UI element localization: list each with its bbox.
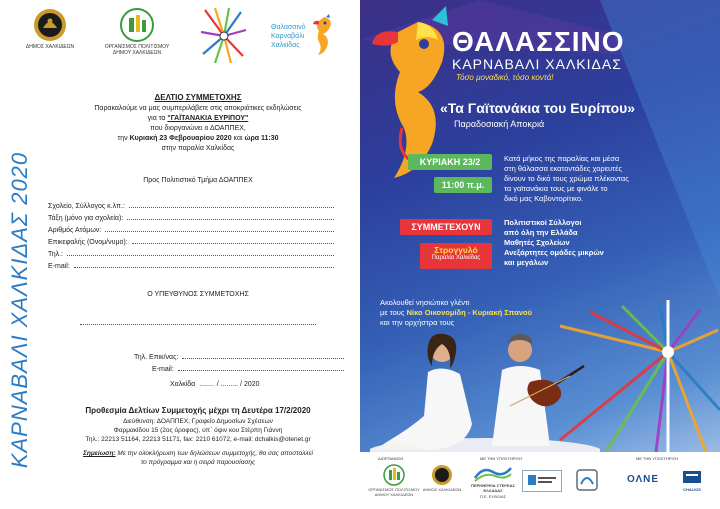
carnival-poster-panel [360, 0, 720, 509]
event-date: Κυριακή 23 Φεβρουαρίου 2020 [129, 135, 232, 142]
form-intro-1: Παρακαλούμε να μας συμπεριλάβετε στις αποκριάτικες εκδηλώσεις [94, 105, 302, 112]
municipality-small-icon [431, 464, 453, 486]
sponsor-chalkis-logo: CHALKIS [672, 468, 712, 492]
carnival-logo-text: Θαλασσινό Καρναβάλι Χαλκίδας [271, 23, 306, 49]
participants-badge: ΣΥΜΜΕΤΕΧΟΥΝ [400, 219, 492, 235]
form-fields [44, 198, 334, 270]
sponsor-opdx-logo: ΟΡΓΑΝΙΣΜΟΣ ΠΟΛΙΤΙΣΜΟΥ ΔΗΜΟΥ ΧΑΛΚΙΔΕΩΝ [368, 464, 420, 497]
support-caption: ΜΕ ΤΗΝ ΥΠΟΣΤΗΡΙΞΗ [480, 456, 523, 461]
organizers-caption: ΔΙΟΡΓΑΝΩΣΗ [378, 456, 404, 461]
responsible-fields [44, 349, 344, 388]
date-badge: ΚΥΡΙΑΚΗ 23/2 [408, 154, 492, 170]
signature-line[interactable] [80, 324, 316, 325]
poster-tagline: Τόσο μοναδικό, τόσο κοντά! [456, 73, 554, 82]
field-school[interactable]: Σχολείο, Σύλλογος κ.λπ.: [48, 198, 334, 210]
field-people-count[interactable]: Αριθμός Ατόμων: [48, 222, 334, 234]
form-intro-5: στην παραλία Χαλκίδας [161, 145, 235, 152]
field-leader-phone[interactable]: Τηλ. Επικ/νας: [134, 349, 344, 361]
field-leader-email[interactable]: E-mail: [134, 361, 344, 373]
sponsor-2-icon [575, 468, 599, 492]
poster-subtitle: ΚΑΡΝΑΒΑΛΙ ΧΑΛΚΙΔΑΣ [452, 56, 622, 72]
sponsor-1-icon [525, 471, 559, 489]
form-title: ΔΕΛΤΙΟ ΣΥΜΜΕΤΟΧΗΣ [154, 93, 242, 102]
location-badge [420, 243, 492, 269]
municipality-caption: ΔΗΜΟΣ ΧΑΛΚΙΔΕΩΝ [25, 44, 75, 50]
address-line-1: Διεύθυνση: ΔΟΑΠΠΕΧ, Γραφείο Δημοσίων Σχέσεων [123, 418, 273, 425]
form-intro-4: την Κυριακή 23 Φεβρουαρίου 2020 και ώρα 11:30 [117, 135, 279, 142]
sponsor-caption: ΜΕ ΤΗΝ ΥΠΟΣΤΗΡΙΞΗ [636, 456, 679, 461]
address-line-2: Φαρμακίδου 15 (2ος όροφος), υπ΄ όψιν κου Στέρπη Γιάννη [113, 427, 283, 434]
participants-list: Πολιτιστικοί Σύλλογοι από όλη την Ελλάδα Μαθητές Σχολείων Ανεξάρτητες ομάδες μικρών και μεγάλων [504, 218, 604, 267]
form-intro-2: για τα "ΓΑΪΤΑΝΑΚΙΑ ΕΥΡΙΠΟΥ" [147, 115, 249, 122]
field-date[interactable]: Χαλκίδα ........ / ......... / 2020 [170, 381, 260, 388]
sponsor-region-logo: ΠΕΡΙΦΕΡΕΙΑ ΣΤΕΡΕΑΣ ΕΛΛΑΔΑΣ Π.Ε. ΕΥΒΟΙΑΣ [470, 464, 516, 499]
location-title: Στρογγυλό [434, 245, 478, 255]
vertical-carnival-title: ΚΑΡΝΑΒΑΛΙ ΧΑΛΚΙΔΑΣ 2020 [7, 151, 33, 469]
deadline: Προθεσμία Δελτίων Συμμετοχής μέχρι τη Δευτέρα 17/2/2020 [85, 406, 311, 415]
form-area [44, 93, 352, 467]
sponsor-municipality-logo: ΔΗΜΟΣ ΧΑΛΚΙΔΕΩΝ [422, 464, 462, 492]
musicians-photo [370, 328, 600, 454]
form-recipient: Προς Πολιτιστικό Τμήμα ΔΟΑΠΠΕΧ [143, 177, 253, 184]
note: Σημείωση: Με την ολοκλήρωση των δηλώσεων συμμετοχής, θα σας αποσταλλεί [83, 450, 313, 457]
field-class[interactable]: Τάξη (μόνο για σχολεία): [48, 210, 334, 222]
event-name: "ΓΑΪΤΑΝΑΚΙΑ ΕΥΡΙΠΟΥ" [167, 115, 249, 122]
ribbons-logo [184, 8, 264, 64]
music-artists: Νίκο Οικονομίδη - Κυριακή Σπανού [406, 308, 532, 317]
left-logos-row [10, 8, 355, 80]
carnival-logo [271, 14, 355, 58]
field-email[interactable]: E-mail: [48, 258, 334, 270]
location-subtitle: Παραλία Χαλκίδας [431, 255, 481, 261]
opdx-caption: ΟΡΓΑΝΙΣΜΟΣ ΠΟΛΙΤΙΣΜΟΥ ΔΗΜΟΥ ΧΑΛΚΙΔΕΩΝ [104, 44, 170, 56]
seahorse-icon [310, 14, 336, 58]
field-leader-name[interactable]: Επικεφαλής (Ονομ/νυμο): [48, 234, 334, 246]
event-description: Κατά μήκος της παραλίας και μέσα στη θάλασσα εκατοντάδες χορευτές δίνουν το δικό τους χρώμα πλέκοντας τα γαϊτανάκια τους με φινάλε το δικό μας Καβοντορίτικο. [504, 154, 629, 203]
sponsor-box-logo-1 [522, 470, 562, 492]
note-line-2: το πρόγραμμα και η σειρά παρουσίασης [140, 459, 256, 466]
form-intro-3: που διοργανώνει ο ΔΟΑΠΠΕΧ, [150, 125, 246, 132]
municipality-seal-icon [33, 8, 67, 42]
poster-main-title: ΘΑΛΑΣΣΙΝΟ [452, 26, 625, 57]
opdx-emblem-icon [120, 8, 154, 42]
event-time: ώρα 11:30 [244, 135, 279, 142]
event-subtitle: Παραδοσιακή Αποκριά [454, 119, 545, 129]
responsible-title: Ο ΥΠΕΥΘΥΝΟΣ ΣΥΜΜΕΤΟΧΗΣ [147, 291, 249, 298]
poster-seahorse-icon [372, 6, 448, 178]
sponsor-strip [360, 452, 720, 509]
sponsor-olne-logo: ΟΛΝΕ [626, 474, 660, 485]
sponsor-logo-2 [570, 468, 604, 492]
region-icon [473, 464, 513, 482]
music-info: Ακολουθεί νησιώτικο γλέντι με τους Νίκο Οικονομίδη - Κυριακή Σπανού και την ορχήστρα τους [380, 298, 532, 327]
opdx-small-icon [383, 464, 405, 486]
contact-line: Τηλ.: 22213 51164, 22213 51171, fax: 2210 61072, e-mail: dchalkis@otenet.gr [85, 436, 311, 443]
opdx-logo [97, 8, 177, 56]
maypole-ribbons-icon [201, 8, 247, 64]
event-title: «Τα Γαϊτανάκια του Ευρίπου» [440, 100, 636, 116]
field-phone[interactable]: Τηλ.: [48, 246, 334, 258]
municipality-logo [10, 8, 90, 50]
chalkis-icon [681, 468, 703, 486]
time-badge: 11:00 π.μ. [434, 177, 492, 193]
